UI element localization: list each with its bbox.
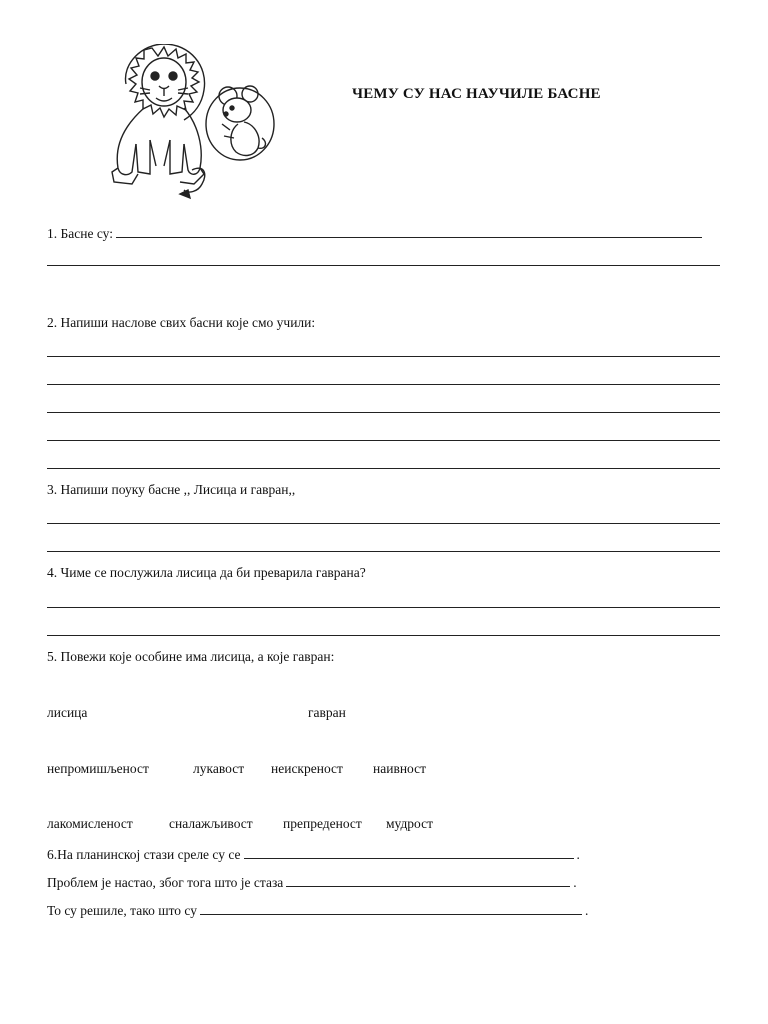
lion-icon (112, 44, 205, 198)
question-6-line-2 (47, 873, 577, 891)
period: . (573, 875, 577, 890)
question-6-line-2-text: Проблем је настао, због тога што је стаза (47, 875, 284, 890)
question-4-label: 4. Чиме се послужила лисица да би преварила гаврана? (47, 565, 366, 580)
fox-column-header: лисица (47, 705, 88, 720)
raven-column-header: гавран (308, 705, 346, 720)
question-6-blank-1[interactable] (244, 845, 574, 859)
question-6-blank-3[interactable] (200, 901, 582, 915)
question-6-blank-2[interactable] (286, 873, 570, 887)
trait-word[interactable]: лукавост (193, 761, 245, 776)
question-6-line-3 (47, 901, 588, 919)
question-1-answer-blank[interactable] (116, 224, 702, 238)
question-6-line-3-text: То су решиле, тако што су (47, 903, 197, 918)
mouse-icon (206, 86, 274, 160)
question-5-label: 5. Повежи које особине има лисица, а које гавран: (47, 649, 335, 664)
trait-word[interactable]: лакомисленост (47, 816, 133, 831)
period: . (585, 903, 589, 918)
question-3-label: 3. Напиши поуку басне ,, Лисица и гавран,, (47, 482, 296, 497)
answer-line[interactable] (47, 412, 720, 413)
answer-line[interactable] (47, 356, 720, 357)
answer-line[interactable] (47, 551, 720, 552)
answer-line[interactable] (47, 635, 720, 636)
answer-line[interactable] (47, 523, 720, 524)
trait-word[interactable]: неискреност (271, 761, 343, 776)
period: . (576, 847, 580, 862)
question-1 (47, 224, 705, 242)
trait-word[interactable]: сналажљивост (169, 816, 253, 831)
trait-word[interactable]: мудрост (386, 816, 434, 831)
answer-line[interactable] (47, 468, 720, 469)
trait-word[interactable]: препреденост (283, 816, 362, 831)
question-6-line-1 (47, 845, 580, 863)
answer-line[interactable] (47, 440, 720, 441)
trait-word[interactable]: непромишљеност (47, 761, 149, 776)
trait-word[interactable]: наивност (373, 761, 427, 776)
question-6-line-1-text: 6.На планинској стази среле су се (47, 847, 241, 862)
answer-line[interactable] (47, 607, 720, 608)
page-title: ЧЕМУ СУ НАС НАУЧИЛЕ БАСНЕ (352, 86, 601, 102)
answer-line[interactable] (47, 265, 720, 266)
lion-and-mouse-illustration (104, 44, 280, 204)
question-1-label: 1. Басне су: (47, 226, 113, 241)
question-2-label: 2. Напиши наслове свих басни које смо учили: (47, 315, 316, 330)
answer-line[interactable] (47, 384, 720, 385)
